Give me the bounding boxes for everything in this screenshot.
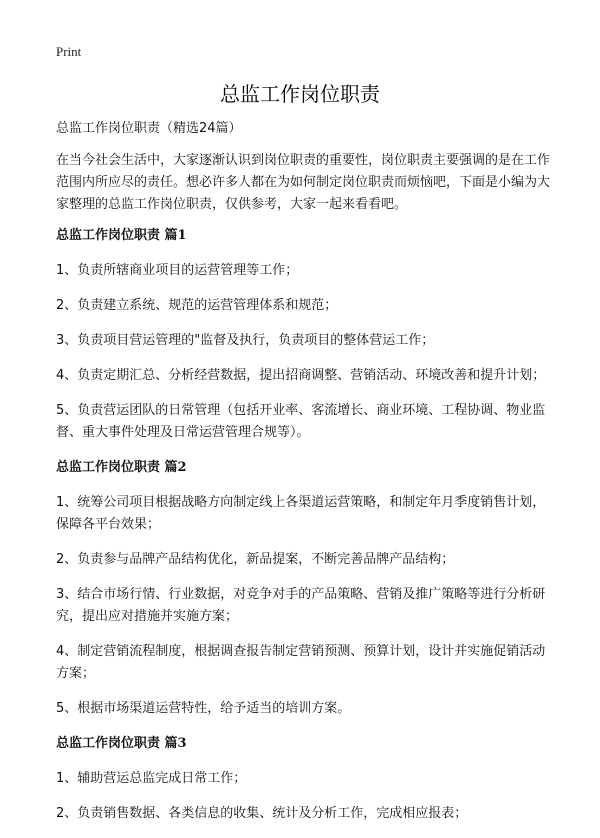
- list-item: 1、负责所辖商业项目的运营管理等工作；: [56, 263, 299, 278]
- list-item: 4、制定营销流程制度，根据调查报告制定营销预测、预算计划，设计并实施促销活动方案；: [56, 644, 546, 681]
- list-item: 3、结合市场行情、行业数据，对竞争对手的产品策略、营销及推广策略等进行分析研究，提出应对措施并实施方案；: [56, 587, 546, 624]
- list-item: 5、根据市场渠道运营特性，给予适当的培训方案。: [56, 701, 351, 716]
- section-heading: 总监工作岗位职责 篇2: [56, 460, 187, 475]
- document-title: 总监工作岗位职责: [220, 82, 380, 106]
- section-3: [56, 733, 552, 825]
- intro-paragraph: 在当今社会生活中，大家逐渐认识到岗位职责的重要性，岗位职责主要强调的是在工作范围内所应尽的责任。想必许多人都在为如何制定岗位职责而烦恼吧，下面是小编为大家整理的总监工作岗位职责，仅供参考，大家一起来看看吧。: [56, 153, 551, 212]
- list-item: 3、负责项目营运管理的"监督及执行，负责项目的整体营运工作；: [56, 333, 435, 348]
- list-item: 1、辅助营运总监完成日常工作；: [56, 771, 247, 786]
- list-item: 5、负责营运团队的日常管理（包括开业率、客流增长、商业环境、工程协调、物业监督、重大事件处理及日常运营管理合规等）。: [56, 403, 546, 440]
- section-1: [56, 225, 552, 444]
- section-heading: 总监工作岗位职责 篇3: [56, 736, 187, 751]
- list-item: 2、负责建立系统、规范的运营管理体系和规范；: [56, 298, 338, 313]
- section-2: [56, 457, 552, 720]
- document-subtitle: 总监工作岗位职责（精选24篇）: [56, 121, 242, 136]
- section-heading: 总监工作岗位职责 篇1: [56, 228, 187, 243]
- list-item: 4、负责定期汇总、分析经营数据，提出招商调整、营销活动、环境改善和提升计划；: [56, 368, 546, 383]
- list-item: 2、负责参与品牌产品结构优化，新品提案，不断完善品牌产品结构；: [56, 552, 455, 567]
- list-item: 2、负责销售数据、各类信息的收集、统计及分析工作，完成相应报表；: [56, 806, 468, 821]
- print-link[interactable]: Print: [56, 44, 82, 59]
- document-body: [56, 118, 552, 838]
- list-item: 1、统筹公司项目根据战略方向制定线上各渠道运营策略，和制定年月季度销售计划，保障各平台效果；: [56, 495, 546, 532]
